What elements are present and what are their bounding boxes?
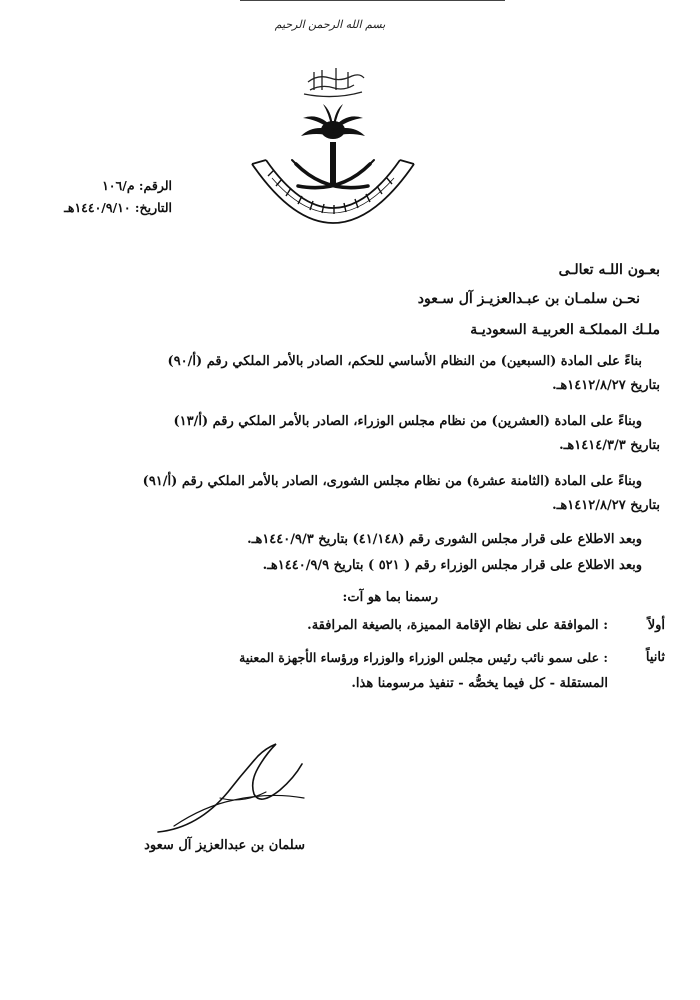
preamble-line-2: بتاريخ ١٤١٢/٨/٢٧هـ. bbox=[552, 378, 660, 393]
scan-edge-line bbox=[240, 0, 505, 1]
article-2-line-1: : على سمو نائب رئيس مجلس الوزراء والوزراء ورؤساء الأجهزة المعنية bbox=[239, 650, 608, 665]
preamble-line-5: وبناءً على المادة (الثامنة عشرة) من نظام مجلس الشورى، الصادر بالأمر الملكي رقم (أ/٩١) bbox=[142, 474, 642, 489]
issuer-line: نحـن سلمـان بن عبـدالعزيـز آل سـعود bbox=[417, 291, 640, 307]
saudi-emblem bbox=[246, 60, 420, 240]
shahada-calligraphy-icon bbox=[304, 68, 364, 97]
preamble-line-4: بتاريخ ١٤١٤/٣/٣هـ. bbox=[559, 438, 660, 453]
handwritten-signature bbox=[150, 740, 350, 850]
decree-title: ملـك المملكـة العربيـة السعوديـة bbox=[470, 322, 660, 338]
preamble-line-8: وبعد الاطلاع على قرار مجلس الوزراء رقم ( ٥٢١ ) بتاريخ ١٤٤٠/٩/٩هـ. bbox=[262, 558, 642, 573]
signer-name: سلمان بن عبدالعزيز آل سعود bbox=[144, 838, 305, 853]
reference-number: الرقم: م/١٠٦ bbox=[102, 178, 172, 193]
reference-date: التاريخ: ١٤٤٠/٩/١٠هـ bbox=[64, 200, 172, 215]
reference-block bbox=[64, 175, 172, 219]
preamble-line-1: بناءً على المادة (السبعين) من النظام الأساسي للحكم، الصادر بالأمر الملكي رقم (أ/٩٠) bbox=[167, 354, 642, 369]
basmala: بسم الله الرحمن الرحيم bbox=[274, 18, 386, 31]
article-1-text: : الموافقة على نظام الإقامة المميزة، بالصيغة المرافقة. bbox=[307, 618, 608, 633]
resolution-phrase: رسمنا بما هو آت: bbox=[342, 590, 438, 605]
preamble-line-7: وبعد الاطلاع على قرار مجلس الشورى رقم (٤١/١٤٨) بتاريخ ١٤٤٠/٩/٣هـ. bbox=[247, 532, 642, 547]
invocation: بعـون اللـه تعالـى bbox=[558, 262, 660, 278]
article-1-label: أولاً bbox=[647, 618, 665, 633]
preamble-line-3: وبناءً على المادة (العشرين) من نظام مجلس الوزراء، الصادر بالأمر الملكي رقم (أ/١٣) bbox=[173, 414, 642, 429]
article-2-line-2: المستقلة - كل فيما يخصُّه - تنفيذ مرسومنا هذا. bbox=[351, 676, 608, 691]
article-2-label: ثانياً bbox=[645, 650, 665, 665]
palm-tree-icon bbox=[301, 104, 365, 184]
preamble-line-6: بتاريخ ١٤١٢/٨/٢٧هـ. bbox=[552, 498, 660, 513]
